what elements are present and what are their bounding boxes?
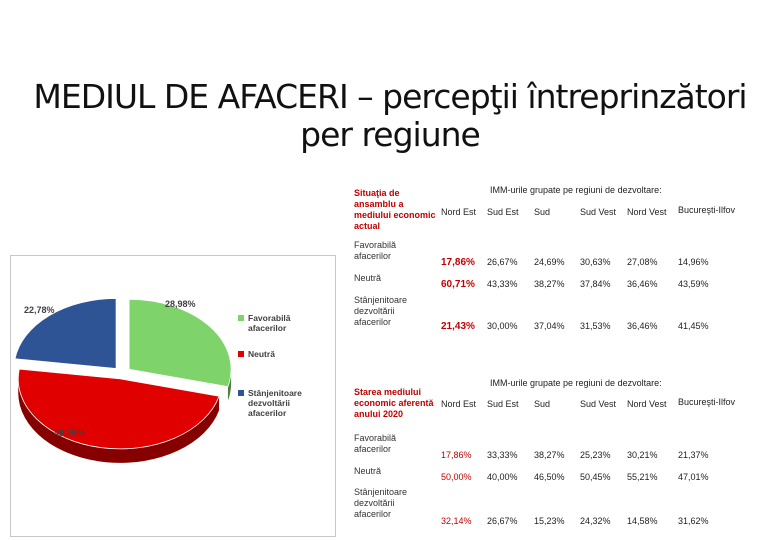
table-cell: 46,50% [534, 472, 565, 482]
table-cell: 25,23% [580, 450, 611, 460]
slide-title-line1: MEDIUL DE AFACERI – percepţii întreprinzători [33, 77, 747, 116]
table-cell: 30,63% [580, 257, 611, 267]
table-cell: 14,96% [678, 257, 709, 267]
legend-label: Neutră [248, 349, 275, 359]
table-cell: 31,53% [580, 321, 611, 331]
table-cell: 27,08% [627, 257, 658, 267]
row-label: Neutră [354, 273, 382, 283]
pie-chart [10, 255, 336, 537]
pie-value-label: 28,98% [165, 299, 196, 309]
legend-swatch [238, 315, 244, 321]
table-cell: 50,45% [580, 472, 611, 482]
column-header: Sud [534, 399, 551, 409]
table-cell: 14,58% [627, 516, 658, 526]
table-cell: 17,86% [441, 257, 475, 268]
table-cell: 60,71% [441, 279, 475, 290]
table-cell: 30,21% [627, 450, 658, 460]
column-header: Sud Est [487, 399, 519, 409]
table-cell: 24,69% [534, 257, 565, 267]
table-cell: 43,33% [487, 279, 518, 289]
legend-swatch [238, 390, 244, 396]
pie-chart-svg [10, 255, 336, 537]
table2-caption: IMM-urile grupate pe regiuni de dezvoltare: [490, 378, 662, 388]
table-cell: 38,27% [534, 279, 565, 289]
column-header: Nord Est [441, 207, 477, 217]
table-cell: 37,84% [580, 279, 611, 289]
table1-caption: IMM-urile grupate pe regiuni de dezvoltare: [490, 185, 662, 195]
table-cell: 38,27% [534, 450, 565, 460]
column-header: Nord Est [441, 399, 477, 409]
pie-value-label: 48,25% [54, 428, 85, 438]
row-label: Favorabilă afacerilor [354, 433, 397, 454]
table-cell: 17,86% [441, 450, 472, 460]
slide-title-line2: per regiune [300, 115, 480, 154]
column-header: Sud [534, 207, 551, 217]
column-header: Nord Vest [627, 399, 667, 409]
row-label: Neutră [354, 466, 382, 476]
table-cell: 41,45% [678, 321, 709, 331]
column-header: Sud Vest [580, 399, 617, 409]
table-cell: 21,43% [441, 321, 475, 332]
table-cell: 43,59% [678, 279, 709, 289]
column-header: Nord Vest [627, 207, 667, 217]
row-label: Stânjenitoare dezvoltării afacerilor [354, 295, 408, 327]
table-cell: 15,23% [534, 516, 565, 526]
table-cell: 50,00% [441, 472, 472, 482]
slide-title [0, 78, 780, 154]
table-cell: 37,04% [534, 321, 565, 331]
table1-section-label: Situaţia de ansamblu a mediului economic actual [354, 188, 436, 231]
table2-section-label: Starea mediului economic aferentă anului 2020 [354, 387, 434, 419]
table-cell: 32,14% [441, 516, 472, 526]
table-cell: 36,46% [627, 321, 658, 331]
legend-label: Favorabilă afacerilor [248, 313, 291, 333]
column-header: Bucureşti-Ilfov [678, 397, 736, 407]
row-label: Stânjenitoare dezvoltării afacerilor [354, 487, 408, 519]
pie-value-label: 22,78% [24, 305, 55, 315]
table-cell: 31,62% [678, 516, 709, 526]
table-cell: 26,67% [487, 257, 518, 267]
table-cell: 40,00% [487, 472, 518, 482]
column-header: Bucureşti-Ilfov [678, 205, 736, 215]
table-cell: 33,33% [487, 450, 518, 460]
table-cell: 24,32% [580, 516, 611, 526]
column-header: Sud Vest [580, 207, 617, 217]
table-cell: 47,01% [678, 472, 709, 482]
row-label: Favorabilă afacerilor [354, 240, 397, 261]
legend-swatch [238, 351, 244, 357]
table-cell: 36,46% [627, 279, 658, 289]
table-cell: 26,67% [487, 516, 518, 526]
column-header: Sud Est [487, 207, 519, 217]
legend-label: Stânjenitoare dezvoltării afacerilor [248, 388, 302, 418]
table-cell: 30,00% [487, 321, 518, 331]
table-cell: 21,37% [678, 450, 709, 460]
table-cell: 55,21% [627, 472, 658, 482]
